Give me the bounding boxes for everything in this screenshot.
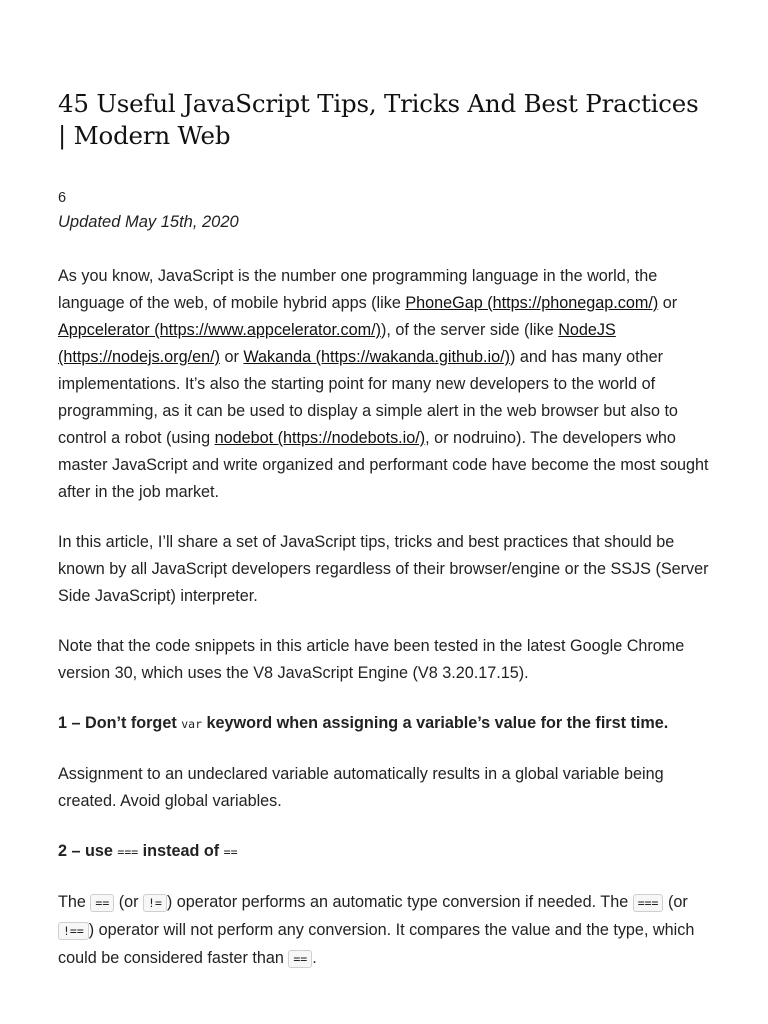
inline-code: !== xyxy=(58,922,89,940)
inline-code: == xyxy=(223,845,238,859)
inline-code: var xyxy=(181,717,202,731)
phonegap-link[interactable]: PhoneGap (https://phonegap.com/) xyxy=(405,294,659,312)
wakanda-link[interactable]: Wakanda (https://wakanda.github.io/) xyxy=(243,348,511,366)
comment-count: 6 xyxy=(58,190,67,206)
article-title: 45 Useful JavaScript Tips, Tricks And Best Practices | Modern Web xyxy=(58,89,699,150)
inline-code: === xyxy=(117,845,139,859)
article-paragraph: In this article, I’ll share a set of JavaScript tips, tricks and best practices that should be known by all JavaScript developers regardless of their browser/engine or the SSJS (Server Side JavaScript) interpreter. xyxy=(58,533,709,605)
tip-2-body: The == (or != ) operator performs an automatic type conversion if needed. The === (or !== ) operator will not perform any conversion. It compares the value and the type, which could be considered faster than == . xyxy=(58,893,695,967)
updated-date: Updated May 15th, 2020 xyxy=(58,213,239,231)
nodejs-link[interactable]: NodeJS (https://nodejs.org/en/) xyxy=(58,321,616,366)
inline-code: == xyxy=(288,950,312,968)
appcelerator-link[interactable]: Appcelerator (https://www.appcelerator.com/) xyxy=(58,321,381,339)
note-paragraph: Note that the code snippets in this article have been tested in the latest Google Chrome version 30, which uses the V8 JavaScript Engine (V8 3.20.17.15). xyxy=(58,637,685,682)
inline-code: == xyxy=(90,894,114,912)
tip-2-heading: 2 – use === instead of == xyxy=(58,842,238,860)
tip-1-heading: 1 – Don’t forget var keyword when assigning a variable’s value for the first time. xyxy=(58,714,669,732)
inline-code: === xyxy=(633,894,664,912)
intro-paragraph: As you know, JavaScript is the number one programming language in the world, the language of the web, of mobile hybrid apps (like PhoneGap (https://phonegap.com/) or Appcelerator (https://www.appcelerator.com/)), of the server side (like NodeJS (https://nodejs.org/en/) or Wakanda (https://wakanda.github.io/)) and has many other implementations. It’s also the starting point for many new developers to the world of programming, as it can be used to display a simple alert in the web browser but also to control a robot (using nodebot (https://nodebots.io/), or nodruino). The developers who master JavaScript and write organized and performant code have become the most sought after in the job market. xyxy=(58,267,709,501)
inline-code: != xyxy=(143,894,167,912)
nodebot-link[interactable]: nodebot (https://nodebots.io/) xyxy=(214,429,426,447)
tip-1-body: Assignment to an undeclared variable automatically results in a global variable being created. Avoid global variables. xyxy=(58,765,664,810)
